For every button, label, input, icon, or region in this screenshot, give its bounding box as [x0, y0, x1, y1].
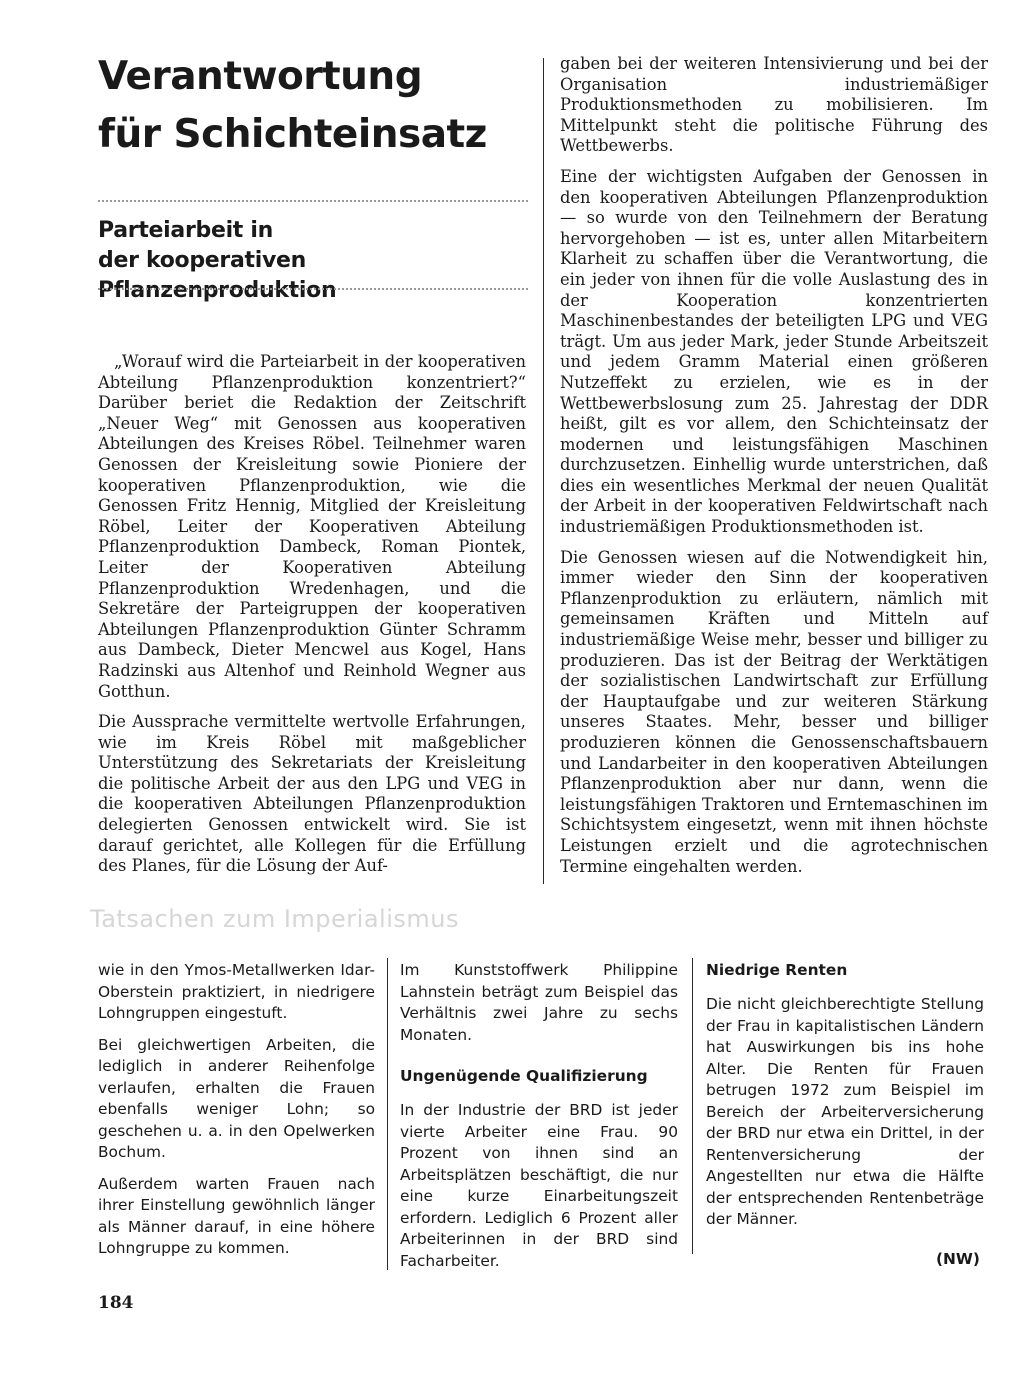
- facts-paragraph: Bei gleichwertigen Arbeiten, die lediglich in anderer Reihenfolge verlaufen, erhalten die Frauen ebenfalls weniger Lohn; so geschehen u. a. in den Opelwerken Bochum.: [98, 1035, 375, 1161]
- facts-paragraph: Die nicht gleichberechtigte Stellung der Frau in kapitalistischen Ländern hat Auswirkungen bis ins hohe Alter. Die Renten für Frauen betrugen 1972 zum Beispiel im Bereich der Arbeiterversicherung der BRD nur etwa ein Drittel, in der Rentenversicherung der Angestellten nur etwa die Hälfte der entsprechenden Rentenbeträge der Männer.: [706, 995, 984, 1228]
- article-paragraph: Eine der wichtigsten Aufgaben der Genossen in den kooperativen Abteilungen Pflanzenproduktion — so wurde von den Teilnehmern der Beratung hervorgehoben — ist es, unter allen Mitarbeitern Klarheit zu schaffen über die Verantwortung, die ein jeder von ihnen für die volle Auslastung des in der Kooperation konzentrierten Maschinenbestandes der beteiligten LPG und VEG trägt. Um aus jeder Mark, jeder Stunde Arbeitszeit und jedem Gramm Material einen größeren Nutzeffekt zu erzielen, wie es in der Wettbewerbslosung zum 25. Jahrestag der DDR heißt, gilt es vor allem, den Schichteinsatz der modernen und leistungsfähigen Maschinen durchzusetzen. Einhellig wurde unterstrichen, daß dies ein wesentliches Merkmal der neuen Qualität der Arbeit in der kooperativen Feldwirtschaft nach industriemäßigen Produktionsmethoden ist.: [560, 166, 988, 537]
- page-number: 184: [98, 1293, 134, 1313]
- subtitle-divider: [98, 288, 528, 290]
- article-subtitle: [98, 216, 538, 306]
- column-divider: [543, 58, 544, 884]
- article-left-column: [98, 352, 526, 877]
- article-paragraph: Die Genossen wiesen auf die Notwendigkeit hin, immer wieder den Sinn der kooperativen Pflanzenproduktion zu erläutern, nämlich mit gemeinsamen Kräften und Mitteln auf industriemäßige Weise mehr, besser und billiger zu produzieren. Das ist der Beitrag der Werktätigen der sozialistischen Landwirtschaft zur Erfüllung der Hauptaufgabe und zur weiteren Stärkung unseres Staates. Mehr, besser und billiger produzieren können die Genossenschaftsbauern und Landarbeiter in den kooperativen Abteilungen Pflanzenproduktion aber nur dann, wenn die leistungsfähigen Traktoren und Erntemaschinen im Schichtsystem eingesetzt, wenn mit ihnen höchste Leistungen erzielt und die agrotechnischen Termine eingehalten werden.: [560, 547, 988, 876]
- facts-column-1: [98, 960, 375, 1260]
- facts-divider-2: [692, 958, 693, 1254]
- facts-divider-1: [387, 958, 388, 1270]
- facts-paragraph: Im Kunststoffwerk Philippine Lahnstein beträgt zum Beispiel das Verhältnis zwei Jahre zu sechs Monaten.: [400, 961, 678, 1044]
- article-paragraph: „Worauf wird die Parteiarbeit in der kooperativen Abteilung Pflanzenproduktion konzentriert?“ Darüber beriet die Redaktion der Zeitschrift „Neuer Weg“ mit Genossen aus kooperativen Abteilungen des Kreises Röbel. Teilnehmer waren Genossen der Kreisleitung sowie Pioniere der kooperativen Pflanzenproduktion, wie die Genossen Fritz Hennig, Mitglied der Kreisleitung Röbel, Leiter der Kooperativen Abteilung Pflanzenproduktion Dambeck, Roman Piontek, Leiter der Kooperativen Abteilung Pflanzenproduktion Wredenhagen, und die Sekretäre der Parteigruppen der kooperativen Abteilungen Pflanzenproduktion Günter Schramm aus Dambeck, Dieter Mencwel aus Kogel, Hans Radzinski aus Altenhof und Reinhold Wegner aus Gotthun.: [98, 352, 526, 701]
- article-paragraph: gaben bei der weiteren Intensivierung und bei der Organisation industriemäßiger Produktionsmethoden zu mobilisieren. Im Mittelpunkt steht die politische Führung des Wettbewerbs.: [560, 54, 988, 156]
- section-band-title: Tatsachen zum Imperialismus: [90, 905, 459, 933]
- facts-paragraph: In der Industrie der BRD ist jeder vierte Arbeiter eine Frau. 90 Prozent von ihnen sind an Arbeitsplätzen beschäftigt, die nur eine kurze Einarbeitungszeit erfordern. Lediglich 6 Prozent aller Arbeiterinnen in der BRD sind Facharbeiter.: [400, 1101, 678, 1270]
- article-paragraph: Die Aussprache vermittelte wertvolle Erfahrungen, wie im Kreis Röbel mit maßgeblicher Unterstützung des Sekretariats der Kreisleitung die politische Arbeit der aus den LPG und VEG in die kooperativen Abteilungen Pflanzenproduktion delegierten Genossen entwickelt wird. Sie ist darauf gerichtet, alle Kollegen für die Erfüllung des Planes, für die Lösung der Auf-: [98, 712, 526, 876]
- facts-column-2: [400, 960, 678, 1272]
- facts-column-3: [706, 960, 984, 1231]
- article-right-column: [560, 54, 988, 877]
- facts-paragraph: wie in den Ymos-Metallwerken Idar-Oberstein praktiziert, in niedrigere Lohngruppen eingestuft.: [98, 961, 375, 1022]
- facts-heading-pensions: Niedrige Renten: [706, 961, 848, 979]
- facts-paragraph: Außerdem warten Frauen nach ihrer Einstellung gewöhnlich länger als Männer darauf, in eine höhere Lohngruppe zu kommen.: [98, 1174, 375, 1257]
- article-title-line2: für Schichteinsatz: [98, 112, 487, 157]
- author-signature: (NW): [936, 1250, 980, 1268]
- article-title: [98, 48, 538, 164]
- article-subtitle-line2: der kooperativen Pflanzenproduktion: [98, 248, 337, 303]
- article-subtitle-line1: Parteiarbeit in: [98, 218, 273, 243]
- title-divider: [98, 200, 528, 202]
- facts-heading-qualification: Ungenügende Qualifizierung: [400, 1067, 648, 1085]
- article-title-line1: Verantwortung: [98, 54, 423, 99]
